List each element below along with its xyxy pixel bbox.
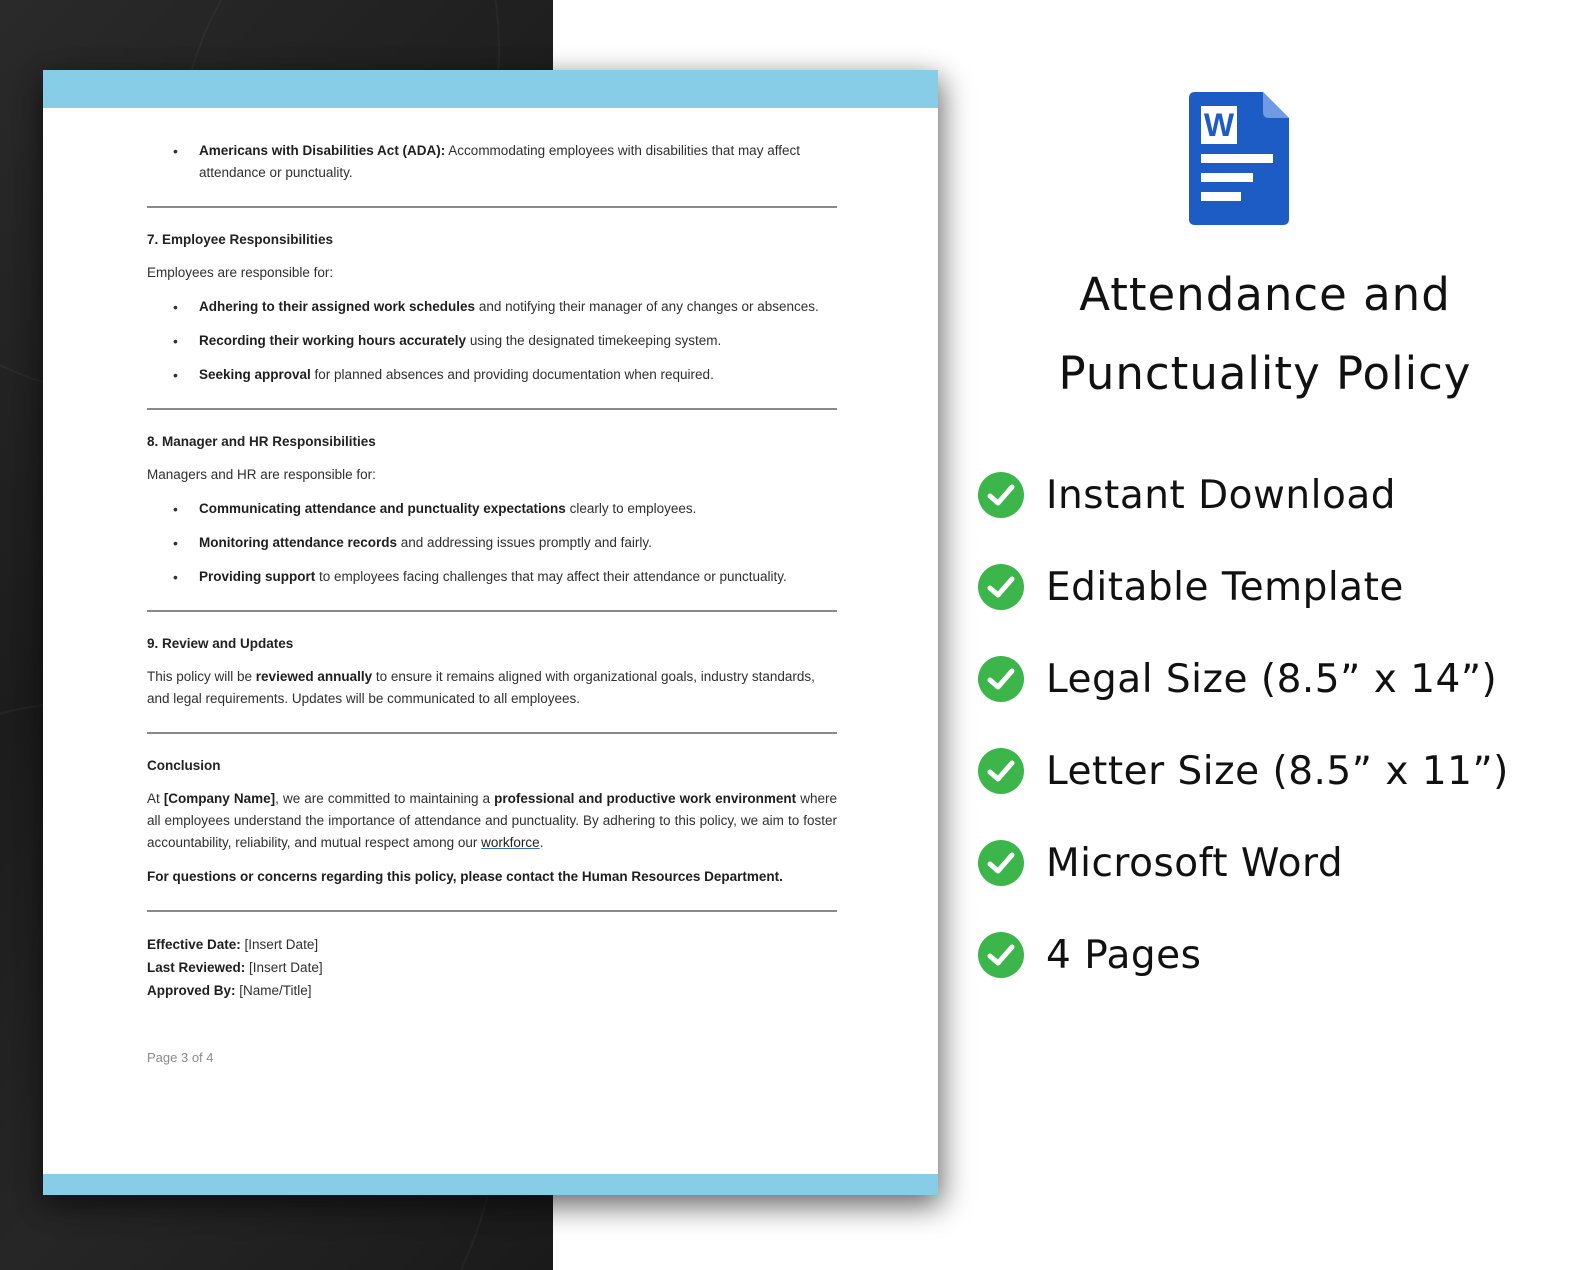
contact-note bbox=[147, 866, 837, 888]
check-circle-icon bbox=[978, 932, 1024, 978]
bullet-text: Accommodating employees with disabilities that may affect attendance or punctuality. bbox=[199, 143, 800, 180]
bullet-text: to employees facing challenges that may affect their attendance or punctuality. bbox=[315, 569, 787, 584]
section-intro: Employees are responsible for: bbox=[147, 265, 334, 280]
list-item bbox=[147, 364, 837, 386]
feature-label: Legal Size (8.5” x 14”) bbox=[1046, 656, 1498, 702]
feature-label: Editable Template bbox=[1046, 564, 1404, 610]
feature-item bbox=[978, 930, 1201, 980]
paragraph-text: This policy will be bbox=[147, 669, 256, 684]
section-title: 8. Manager and HR Responsibilities bbox=[147, 434, 376, 449]
feature-item bbox=[978, 654, 1497, 704]
section-divider bbox=[147, 910, 837, 912]
meta-value: [Name/Title] bbox=[235, 983, 312, 998]
product-title-line: Punctuality Policy bbox=[1058, 347, 1472, 400]
feature-label: 4 Pages bbox=[1046, 932, 1202, 978]
list-item bbox=[147, 498, 837, 520]
bullet-bold-text: Communicating attendance and punctuality expectations bbox=[199, 501, 566, 516]
underlined-word: workforce bbox=[481, 835, 540, 850]
list-item bbox=[147, 566, 837, 588]
section-title: 7. Employee Responsibilities bbox=[147, 232, 334, 247]
section-intro: Managers and HR are responsible for: bbox=[147, 467, 376, 482]
paragraph-bold-text: reviewed annually bbox=[255, 669, 373, 684]
feature-item bbox=[978, 470, 1396, 520]
company-name-placeholder: [Company Name] bbox=[163, 791, 276, 806]
check-circle-icon bbox=[978, 656, 1024, 702]
microsoft-word-icon bbox=[1189, 92, 1289, 225]
section-divider bbox=[147, 732, 837, 734]
list-item bbox=[147, 330, 837, 352]
bullet-bold-text: Americans with Disabilities Act (ADA): bbox=[199, 143, 446, 158]
list-item bbox=[147, 532, 837, 554]
meta-label: Effective Date: bbox=[147, 937, 241, 952]
section-title: 9. Review and Updates bbox=[147, 636, 294, 651]
section-title: Conclusion bbox=[147, 758, 221, 773]
bullet-text: clearly to employees. bbox=[565, 501, 697, 516]
feature-label: Microsoft Word bbox=[1046, 840, 1344, 886]
section-divider bbox=[147, 610, 837, 612]
bullet-bold-text: Recording their working hours accurately bbox=[199, 333, 467, 348]
bullet-text: and notifying their manager of any changes or absences. bbox=[475, 299, 819, 314]
paragraph-bold-text: professional and productive work environment bbox=[494, 791, 797, 806]
bullet-bold-text: Providing support bbox=[199, 569, 316, 584]
product-title bbox=[1000, 255, 1530, 413]
check-circle-icon bbox=[978, 472, 1024, 518]
paragraph-text: . bbox=[539, 835, 544, 850]
feature-item bbox=[978, 562, 1404, 612]
check-circle-icon bbox=[978, 840, 1024, 886]
contact-note-text: For questions or concerns regarding this policy, please contact the Human Resources Department. bbox=[147, 869, 783, 884]
bullet-text: and addressing issues promptly and fairly. bbox=[397, 535, 652, 550]
feature-item bbox=[978, 746, 1509, 796]
product-title-line: Attendance and bbox=[1079, 268, 1451, 321]
paragraph-text: At bbox=[147, 791, 164, 806]
section-divider bbox=[147, 408, 837, 410]
last-reviewed-line bbox=[147, 956, 837, 979]
list-item bbox=[147, 296, 837, 318]
document-preview-page bbox=[43, 70, 938, 1195]
meta-value: [Insert Date] bbox=[240, 937, 319, 952]
check-circle-icon bbox=[978, 564, 1024, 610]
list-item bbox=[147, 140, 837, 184]
effective-date-line bbox=[147, 933, 837, 956]
feature-item bbox=[978, 838, 1343, 888]
bullet-bold-text: Seeking approval bbox=[199, 367, 311, 382]
paragraph-text: where all employees understand the importance of attendance and punctuality. By adhering to this policy, we aim to foster accountability, reliability, and mutual respect among our bbox=[147, 791, 837, 850]
meta-label: Last Reviewed: bbox=[147, 960, 246, 975]
page-header-bar bbox=[43, 70, 938, 108]
document-body bbox=[147, 140, 837, 1069]
bullet-bold-text: Monitoring attendance records bbox=[199, 535, 398, 550]
meta-value: [Insert Date] bbox=[245, 960, 323, 975]
paragraph-text: , we are committed to maintaining a bbox=[275, 791, 495, 806]
meta-label: Approved By: bbox=[147, 983, 236, 998]
feature-label: Letter Size (8.5” x 11”) bbox=[1046, 748, 1509, 794]
section-divider bbox=[147, 206, 837, 208]
conclusion-paragraph bbox=[147, 788, 837, 854]
page-footer-bar bbox=[43, 1174, 938, 1195]
section-paragraph bbox=[147, 666, 837, 710]
bullet-bold-text: Adhering to their assigned work schedules bbox=[199, 299, 476, 314]
page-number: Page 3 of 4 bbox=[147, 1050, 214, 1065]
approved-by-line bbox=[147, 979, 837, 1002]
paragraph-text: to ensure it remains aligned with organizational goals, industry standards, and legal requirements. Updates will be communicated to all employees. bbox=[147, 669, 815, 706]
word-icon-letter: W bbox=[1203, 107, 1235, 143]
bullet-text: using the designated timekeeping system. bbox=[466, 333, 722, 348]
check-circle-icon bbox=[978, 748, 1024, 794]
bullet-text: for planned absences and providing documentation when required. bbox=[310, 367, 714, 382]
feature-label: Instant Download bbox=[1046, 472, 1396, 518]
